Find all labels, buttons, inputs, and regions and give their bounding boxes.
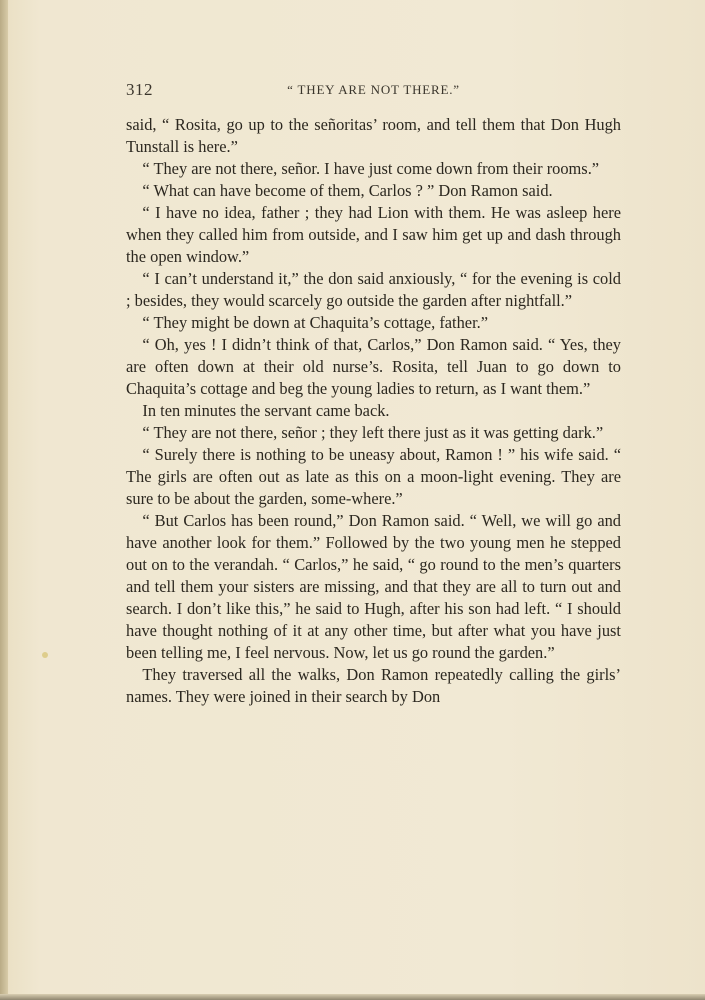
page-bottom-edge [0,994,705,1000]
paragraph: “ They are not there, señor. I have just come down from their rooms.” [142,159,600,178]
paper-blemish [42,652,48,658]
paragraph: In ten minutes the servant came back. [142,401,390,420]
running-head [126,80,621,102]
paragraph: “ I have no idea, father ; they had Lion with them. He was asleep here when they called him from outside, and I saw him get up and dash through the open window.” [126,203,621,266]
paragraph: “ Oh, yes ! I didn’t think of that, Carlos,” Don Ramon said. “ Yes, they are often down at their old nurse’s. Rosita, tell Juan to go down to Chaquita’s cottage and beg the young ladies to return, as I want them.” [126,335,621,398]
paragraph: said, “ Rosita, go up to the señoritas’ room, and tell them that Don Hugh Tunstall is here.” [126,115,621,156]
paragraph: “ I can’t understand it,” the don said anxiously, “ for the evening is cold ; besides, they would scarcely go outside the garden after nightfall.” [126,269,621,310]
page-spine-edge [0,0,8,1000]
paragraph: “ But Carlos has been round,” Don Ramon said. “ Well, we will go and have another look for them.” Followed by the two young men he stepped out on to the verandah. “ Carlos,” he said, “ go round to the men’s quarters and tell them your sisters are missing, and that they are all to turn out and search. I don’t like this,” he said to Hugh, after his son had left. “ I should have thought nothing of it at any other time, but after what you have just been telling me, I feel nervous. Now, let us go round the garden.” [126,511,621,662]
page-number: 312 [126,80,153,99]
running-title: “ THEY ARE NOT THERE.” [287,82,460,97]
body-text [126,114,621,708]
paragraph: They traversed all the walks, Don Ramon repeatedly calling the girls’ names. They were joined in their search by Don [126,665,621,706]
paragraph: “ They might be down at Chaquita’s cottage, father.” [142,313,489,332]
paragraph: “ Surely there is nothing to be uneasy about, Ramon ! ” his wife said. “ The girls are often out as late as this on a moon-light evening. They are sure to be about the garden, some-where.” [126,445,621,508]
paragraph: “ They are not there, señor ; they left there just as it was getting dark.” [142,423,604,442]
paragraph: “ What can have become of them, Carlos ? ” Don Ramon said. [142,181,553,200]
